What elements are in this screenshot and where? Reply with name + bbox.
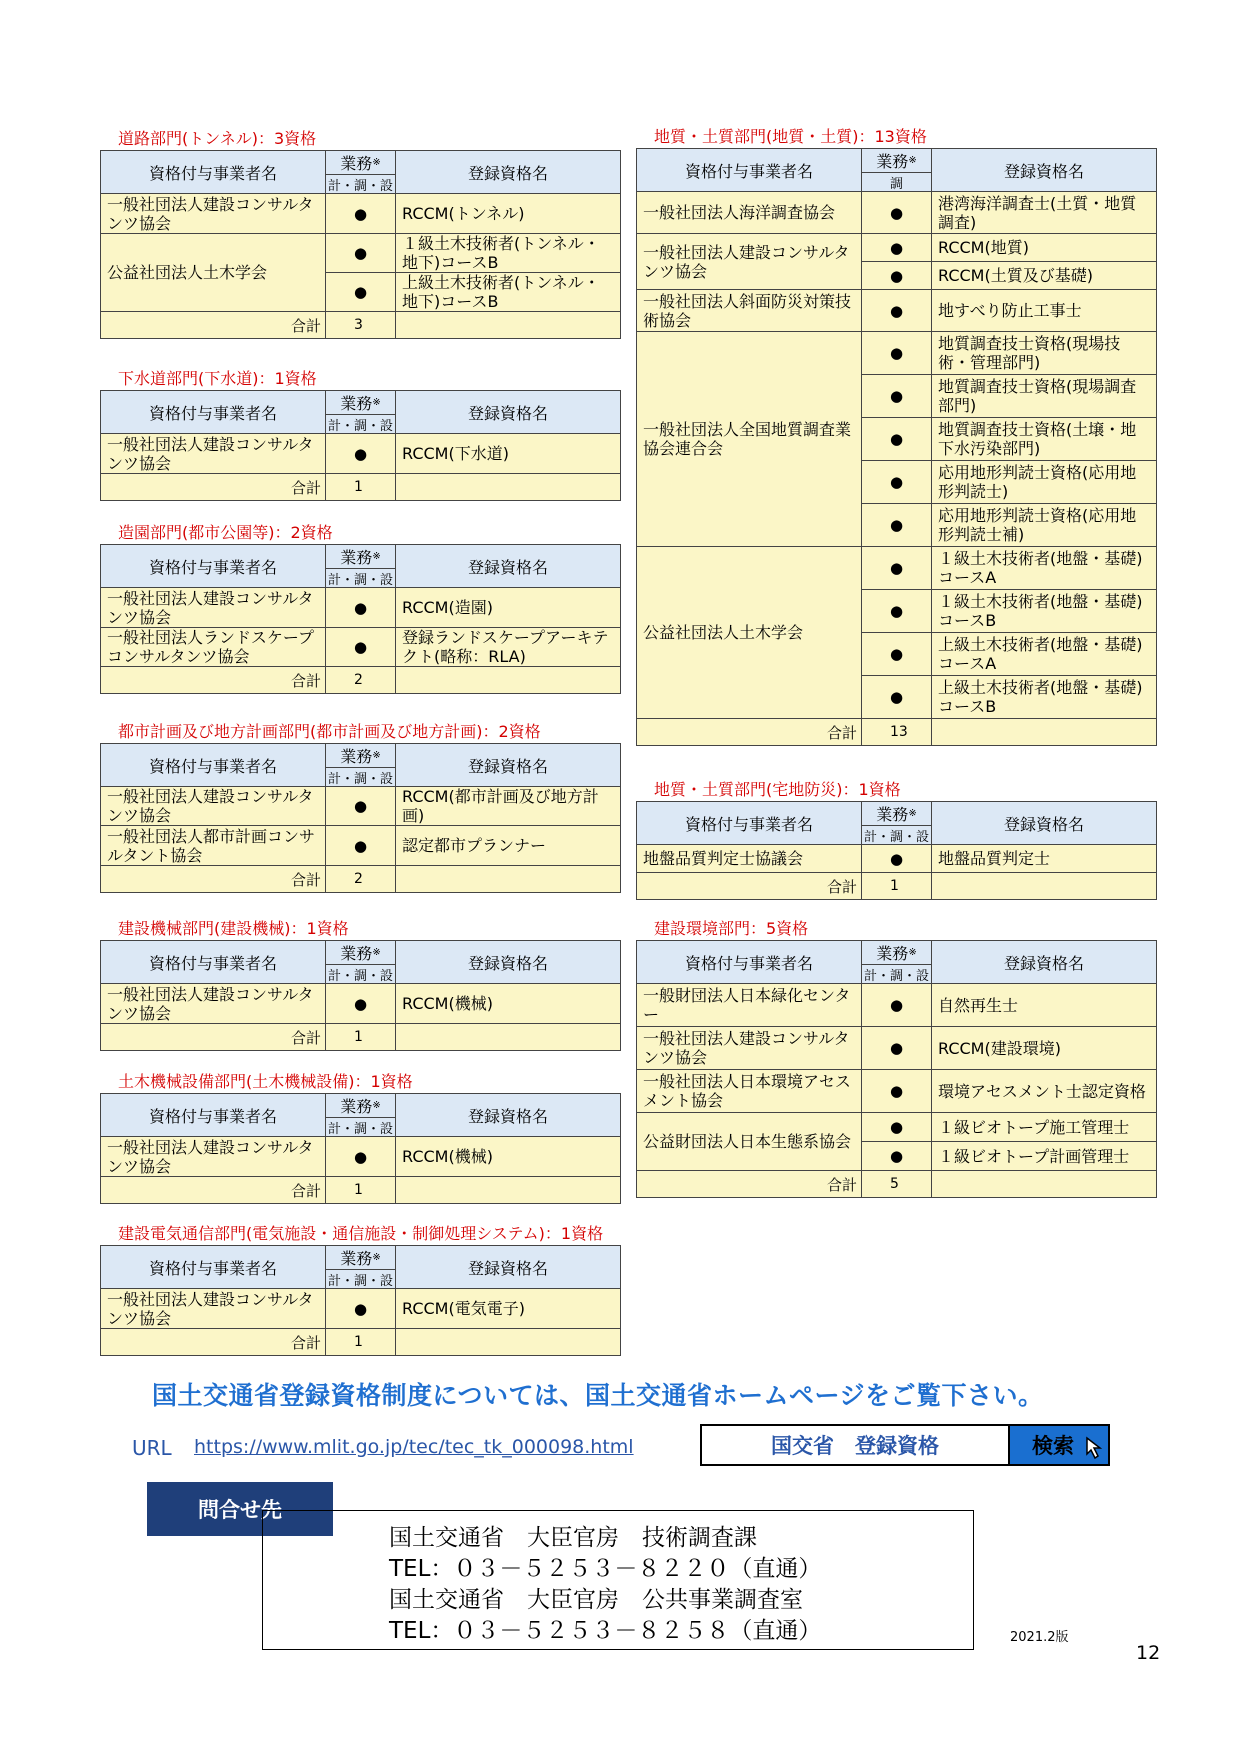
total-empty-cell — [396, 312, 621, 339]
work-mark: ● — [326, 234, 396, 273]
header-work-sub: 計・調・設 — [327, 772, 393, 787]
org-name: 地盤品質判定士協議会 — [637, 845, 862, 873]
header-note-mark: ※ — [372, 1252, 381, 1263]
qualification-table — [100, 1093, 621, 1204]
qualification-name: RCCM(電気電子) — [396, 1289, 621, 1329]
work-mark: ● — [326, 1289, 396, 1329]
org-name: 一般社団法人建設コンサルタンツ協会 — [101, 1137, 326, 1177]
total-label: 合計 — [637, 873, 862, 900]
header-qual: 登録資格名 — [396, 1246, 621, 1289]
header-org: 資格付与事業者名 — [101, 1246, 326, 1289]
edition-label: 2021.2版 — [1010, 1630, 1069, 1645]
total-label: 合計 — [637, 1171, 862, 1198]
header-work-label: 業務 — [340, 944, 373, 963]
total-value: 1 — [326, 1024, 396, 1051]
org-name: 公益社団法人土木学会 — [637, 547, 862, 719]
section-title: 都市計画及び地方計画部門(都市計画及び地方計画)：2資格 — [118, 722, 541, 741]
total-label: 合計 — [101, 866, 326, 893]
total-value: 1 — [862, 873, 932, 900]
table-header-row — [637, 149, 1157, 192]
notice-text: 国土交通省登録資格制度については、国土交通省ホームページをご覧下さい。 — [152, 1381, 1044, 1410]
work-mark: ● — [326, 588, 396, 628]
org-name: 一般社団法人建設コンサルタンツ協会 — [637, 234, 862, 290]
total-label: 合計 — [101, 474, 326, 501]
header-note-mark: ※ — [372, 551, 381, 562]
table-header-row — [101, 941, 621, 984]
header-qual: 登録資格名 — [396, 545, 621, 588]
header-org: 資格付与事業者名 — [101, 151, 326, 194]
total-value: 5 — [862, 1171, 932, 1198]
header-qual: 登録資格名 — [932, 802, 1157, 845]
qualification-name: 上級土木技術者(地盤・基礎)コースA — [932, 633, 1157, 676]
qualification-name: RCCM(造園) — [396, 588, 621, 628]
org-name: 一般社団法人建設コンサルタンツ協会 — [101, 1289, 326, 1329]
header-work-sub: 計・調・設 — [863, 969, 929, 984]
total-empty-cell — [396, 1177, 621, 1204]
total-row — [101, 1329, 621, 1356]
work-mark: ● — [862, 290, 932, 332]
qualification-name: 地盤品質判定士 — [932, 845, 1157, 873]
table-row — [637, 290, 1157, 332]
org-name: 一般社団法人建設コンサルタンツ協会 — [101, 434, 326, 474]
total-label: 合計 — [101, 667, 326, 694]
work-mark: ● — [862, 633, 932, 676]
section-title: 建設機械部門(建設機械)：1資格 — [118, 919, 349, 938]
work-mark: ● — [326, 787, 396, 826]
work-mark: ● — [862, 234, 932, 262]
org-name: 一般社団法人日本環境アセスメント協会 — [637, 1070, 862, 1113]
org-name: 公益社団法人土木学会 — [101, 234, 326, 312]
section-title: 建設環境部門：5資格 — [654, 919, 809, 938]
table-row — [101, 434, 621, 474]
header-org: 資格付与事業者名 — [637, 802, 862, 845]
contact-box — [262, 1510, 974, 1650]
work-mark: ● — [862, 418, 932, 461]
header-note-mark: ※ — [372, 397, 381, 408]
qualification-name: 上級土木技術者(トンネル・地下)コースB — [396, 273, 621, 312]
work-mark: ● — [326, 194, 396, 234]
contact-line: 国土交通省 大臣官房 技術調査課 — [389, 1525, 757, 1551]
qualification-name: 地すべり防止工事士 — [932, 290, 1157, 332]
work-mark: ● — [862, 547, 932, 590]
org-name: 一般社団法人ランドスケープコンサルタンツ協会 — [101, 628, 326, 667]
table-row — [101, 1137, 621, 1177]
header-org: 資格付与事業者名 — [101, 391, 326, 434]
header-qual: 登録資格名 — [932, 941, 1157, 984]
header-work-label: 業務 — [340, 1249, 373, 1268]
header-qual: 登録資格名 — [932, 149, 1157, 192]
table-header-row — [101, 151, 621, 194]
header-qual: 登録資格名 — [396, 744, 621, 787]
total-empty-cell — [932, 1171, 1157, 1198]
qualification-name: RCCM(トンネル) — [396, 194, 621, 234]
org-name: 一般社団法人海洋調査協会 — [637, 192, 862, 234]
table-row — [637, 234, 1157, 262]
header-work — [326, 744, 396, 787]
qualification-name: 自然再生士 — [932, 984, 1157, 1027]
page-number: 12 — [1136, 1642, 1161, 1664]
work-mark: ● — [862, 504, 932, 547]
total-empty-cell — [932, 719, 1157, 746]
org-name: 一般社団法人建設コンサルタンツ協会 — [101, 787, 326, 826]
qualification-name: １級ビオトープ施工管理士 — [932, 1113, 1157, 1142]
header-work — [326, 1094, 396, 1137]
org-name: 一般社団法人建設コンサルタンツ協会 — [637, 1027, 862, 1070]
total-row — [101, 1177, 621, 1204]
org-name: 一般財団法人日本緑化センター — [637, 984, 862, 1027]
qualification-name: RCCM(機械) — [396, 984, 621, 1024]
header-work-sub: 調 — [889, 177, 903, 192]
total-row — [637, 873, 1157, 900]
section-residential — [636, 779, 1156, 900]
total-value: 3 — [326, 312, 396, 339]
total-label: 合計 — [101, 312, 326, 339]
section-electric — [100, 1223, 620, 1356]
qualification-name: 地質調査技士資格(現場技術・管理部門) — [932, 332, 1157, 375]
search-button[interactable]: 検索 — [1008, 1424, 1110, 1466]
header-note-mark: ※ — [908, 808, 917, 819]
work-mark: ● — [862, 332, 932, 375]
total-row — [637, 719, 1157, 746]
work-mark: ● — [862, 375, 932, 418]
section-landscape — [100, 522, 620, 694]
total-empty-cell — [396, 667, 621, 694]
section-title: 造園部門(都市公園等)：2資格 — [118, 523, 333, 542]
section-urban — [100, 721, 620, 893]
total-empty-cell — [396, 1024, 621, 1051]
header-note-mark: ※ — [372, 157, 381, 168]
total-row — [101, 1024, 621, 1051]
header-work-label: 業務 — [340, 154, 373, 173]
header-org: 資格付与事業者名 — [101, 744, 326, 787]
org-name: 一般社団法人建設コンサルタンツ協会 — [101, 194, 326, 234]
header-note-mark: ※ — [372, 1100, 381, 1111]
contact-line: TEL：０３－５２５３－８２２０（直通） — [389, 1556, 822, 1582]
section-geology — [636, 126, 1156, 746]
header-work-label: 業務 — [876, 944, 909, 963]
qualification-name: RCCM(都市計画及び地方計画) — [396, 787, 621, 826]
section-sewer — [100, 368, 620, 501]
org-name: 一般社団法人建設コンサルタンツ協会 — [101, 984, 326, 1024]
search-input[interactable]: 国交省 登録資格 — [700, 1424, 1010, 1466]
qualification-name: RCCM(地質) — [932, 234, 1157, 262]
qualification-table — [100, 743, 621, 893]
table-row — [101, 1289, 621, 1329]
qualification-table — [100, 150, 621, 339]
section-tunnel — [100, 128, 620, 339]
header-work-sub: 計・調・設 — [327, 419, 393, 434]
qualification-table — [100, 390, 621, 501]
total-value: 1 — [326, 1177, 396, 1204]
header-work-label: 業務 — [340, 394, 373, 413]
work-mark: ● — [862, 192, 932, 234]
table-row — [101, 787, 621, 826]
section-title: 建設電気通信部門(電気施設・通信施設・制御処理システム)：1資格 — [118, 1224, 604, 1243]
section-environment — [636, 918, 1156, 1198]
total-row — [637, 1171, 1157, 1198]
header-org: 資格付与事業者名 — [637, 149, 862, 192]
table-header-row — [637, 802, 1157, 845]
header-work-label: 業務 — [876, 805, 909, 824]
section-machinery — [100, 918, 620, 1051]
header-note-mark: ※ — [372, 750, 381, 761]
url-label: URL — [132, 1436, 172, 1460]
qualification-table — [100, 544, 621, 694]
header-work — [862, 149, 932, 192]
table-row — [637, 1027, 1157, 1070]
work-mark: ● — [326, 628, 396, 667]
total-empty-cell — [932, 873, 1157, 900]
header-work — [326, 151, 396, 194]
work-mark: ● — [862, 984, 932, 1027]
total-value: 13 — [862, 719, 932, 746]
section-title: 土木機械設備部門(土木機械設備)：1資格 — [118, 1072, 413, 1091]
org-name: 公益財団法人日本生態系協会 — [637, 1113, 862, 1171]
table-header-row — [101, 744, 621, 787]
qualification-name: １級土木技術者(トンネル・地下)コースB — [396, 234, 621, 273]
header-org: 資格付与事業者名 — [101, 545, 326, 588]
table-row — [637, 547, 1157, 590]
qualification-name: １級土木技術者(地盤・基礎)コースA — [932, 547, 1157, 590]
qualification-name: RCCM(機械) — [396, 1137, 621, 1177]
header-qual: 登録資格名 — [396, 391, 621, 434]
total-row — [101, 312, 621, 339]
header-work-sub: 計・調・設 — [327, 179, 393, 194]
work-mark: ● — [862, 1070, 932, 1113]
total-label: 合計 — [637, 719, 862, 746]
total-value: 2 — [326, 667, 396, 694]
table-row — [637, 845, 1157, 873]
url-link[interactable]: https://www.mlit.go.jp/tec/tec_tk_000098.html — [194, 1436, 634, 1458]
header-work — [862, 802, 932, 845]
header-work-label: 業務 — [340, 747, 373, 766]
qualification-name: 登録ランドスケープアーキテクト(略称：RLA) — [396, 628, 621, 667]
work-mark: ● — [862, 845, 932, 873]
table-header-row — [101, 545, 621, 588]
header-org: 資格付与事業者名 — [637, 941, 862, 984]
table-row — [637, 984, 1157, 1027]
table-row — [637, 1113, 1157, 1142]
total-row — [101, 667, 621, 694]
header-work-sub: 計・調・設 — [327, 573, 393, 588]
total-label: 合計 — [101, 1024, 326, 1051]
org-name: 一般社団法人都市計画コンサルタント協会 — [101, 826, 326, 866]
total-label: 合計 — [101, 1177, 326, 1204]
qualification-name: 環境アセスメント士認定資格 — [932, 1070, 1157, 1113]
header-note-mark: ※ — [908, 947, 917, 958]
table-header-row — [101, 1246, 621, 1289]
work-mark: ● — [326, 434, 396, 474]
org-name: 一般社団法人全国地質調査業協会連合会 — [637, 332, 862, 547]
qualification-name: 応用地形判読士資格(応用地形判読士補) — [932, 504, 1157, 547]
contact-line: 国土交通省 大臣官房 公共事業調査室 — [389, 1587, 803, 1613]
qualification-name: RCCM(建設環境) — [932, 1027, 1157, 1070]
total-value: 1 — [326, 474, 396, 501]
header-note-mark: ※ — [908, 155, 917, 166]
header-qual: 登録資格名 — [396, 941, 621, 984]
qualification-name: 上級土木技術者(地盤・基礎)コースB — [932, 676, 1157, 719]
work-mark: ● — [326, 984, 396, 1024]
work-mark: ● — [326, 273, 396, 312]
header-qual: 登録資格名 — [396, 1094, 621, 1137]
header-work — [326, 1246, 396, 1289]
header-work — [326, 941, 396, 984]
work-mark: ● — [326, 826, 396, 866]
total-value: 1 — [326, 1329, 396, 1356]
cursor-arrow-icon — [1085, 1436, 1113, 1464]
qualification-name: 港湾海洋調査士(土質・地質調査) — [932, 192, 1157, 234]
qualification-table — [100, 1245, 621, 1356]
work-mark: ● — [862, 676, 932, 719]
total-empty-cell — [396, 474, 621, 501]
table-row — [101, 588, 621, 628]
table-row — [101, 984, 621, 1024]
qualification-table — [636, 940, 1157, 1198]
work-mark: ● — [862, 1113, 932, 1142]
header-work-label: 業務 — [876, 152, 909, 171]
work-mark: ● — [862, 1027, 932, 1070]
qualification-name: 地質調査技士資格(現場調査部門) — [932, 375, 1157, 418]
qualification-name: RCCM(下水道) — [396, 434, 621, 474]
total-empty-cell — [396, 1329, 621, 1356]
org-name: 一般社団法人斜面防災対策技術協会 — [637, 290, 862, 332]
total-row — [101, 474, 621, 501]
header-qual: 登録資格名 — [396, 151, 621, 194]
header-work-label: 業務 — [340, 548, 373, 567]
table-row — [637, 192, 1157, 234]
total-label: 合計 — [101, 1329, 326, 1356]
qualification-name: 認定都市プランナー — [396, 826, 621, 866]
qualification-name: 応用地形判読士資格(応用地形判読士) — [932, 461, 1157, 504]
header-work-sub: 計・調・設 — [327, 1122, 393, 1137]
table-row — [101, 826, 621, 866]
header-work-sub: 計・調・設 — [327, 1274, 393, 1289]
qualification-table — [100, 940, 621, 1051]
total-row — [101, 866, 621, 893]
qualification-table — [636, 148, 1157, 746]
table-header-row — [101, 391, 621, 434]
contact-line: TEL：０３－５２５３－８２５８（直通） — [389, 1618, 822, 1644]
table-row — [101, 194, 621, 234]
table-row — [101, 628, 621, 667]
header-work-label: 業務 — [340, 1097, 373, 1116]
section-title: 地質・土質部門(地質・土質)：13資格 — [654, 127, 927, 146]
header-work-sub: 計・調・設 — [327, 969, 393, 984]
header-work — [326, 391, 396, 434]
table-row — [101, 234, 621, 273]
work-mark: ● — [862, 461, 932, 504]
qualification-name: １級土木技術者(地盤・基礎)コースB — [932, 590, 1157, 633]
header-work — [326, 545, 396, 588]
work-mark: ● — [326, 1137, 396, 1177]
table-header-row — [101, 1094, 621, 1137]
section-civil-machinery — [100, 1071, 620, 1204]
work-mark: ● — [862, 1142, 932, 1171]
work-mark: ● — [862, 262, 932, 290]
contact-tab: 問合せ先 — [147, 1482, 333, 1536]
qualification-name: RCCM(土質及び基礎) — [932, 262, 1157, 290]
table-row — [637, 332, 1157, 375]
header-note-mark: ※ — [372, 947, 381, 958]
qualification-name: １級ビオトープ計画管理士 — [932, 1142, 1157, 1171]
header-work — [862, 941, 932, 984]
header-org: 資格付与事業者名 — [101, 1094, 326, 1137]
table-header-row — [637, 941, 1157, 984]
work-mark: ● — [862, 590, 932, 633]
org-name: 一般社団法人建設コンサルタンツ協会 — [101, 588, 326, 628]
header-work-sub: 計・調・設 — [863, 830, 929, 845]
section-title: 下水道部門(下水道)：1資格 — [118, 369, 317, 388]
qualification-table — [636, 801, 1157, 900]
table-row — [637, 1070, 1157, 1113]
total-empty-cell — [396, 866, 621, 893]
header-org: 資格付与事業者名 — [101, 941, 326, 984]
qualification-name: 地質調査技士資格(土壌・地下水汚染部門) — [932, 418, 1157, 461]
total-value: 2 — [326, 866, 396, 893]
section-title: 地質・土質部門(宅地防災)：1資格 — [654, 780, 901, 799]
section-title: 道路部門(トンネル)：3資格 — [118, 129, 317, 148]
